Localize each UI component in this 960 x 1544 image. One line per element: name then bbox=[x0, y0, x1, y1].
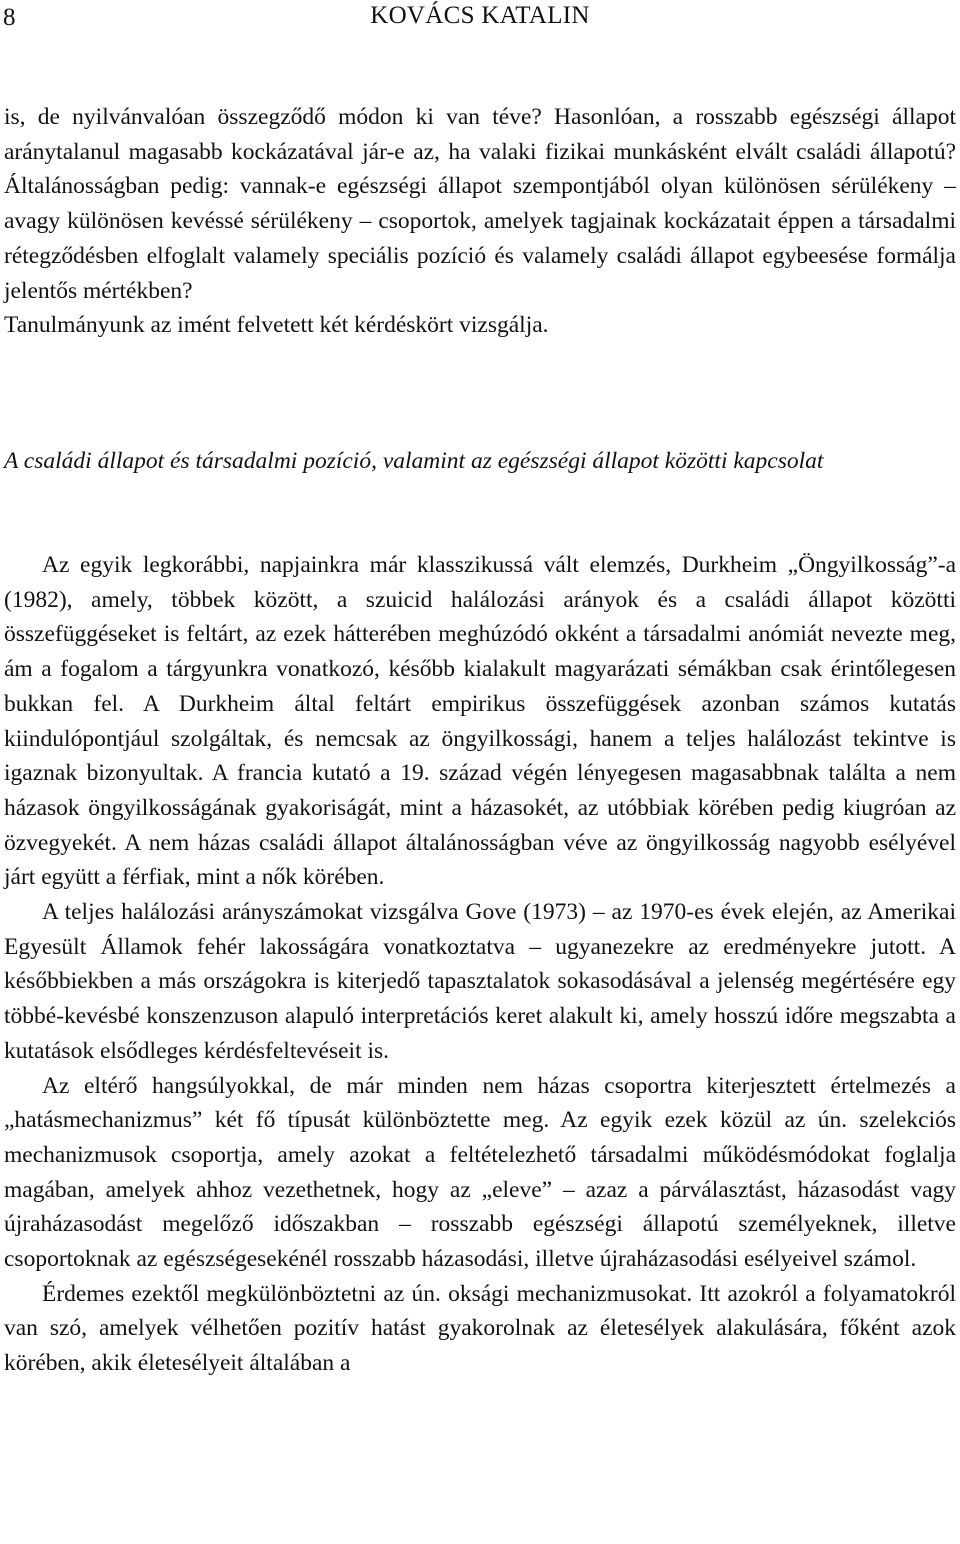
section-body bbox=[4, 548, 956, 1381]
body-paragraph: Érdemes ezektől megkülönböztetni az ún. oksági mechanizmusokat. Itt azokról a folyamatokról van szó, amelyek vélhetően pozitív hatást gyakorolnak az életesélyek alakulására, főként azok körében, akik életesélyeit általában a bbox=[4, 1280, 956, 1377]
body-paragraph: Az egyik legkorábbi, napjainkra már klasszikussá vált elemzés, Durkheim „Öngyilkosság”-a (1982), amely, többek között, a szuicid halálozási arányok és a családi állapot közötti összefüggéseket is feltárt, az ezek hátterében meghúzódó okként a társadalmi anómiát nevezte meg, ám a fogalom a tárgyunkra vonatkozó, később kialakult magyarázati sémákban csak érintőlegesen bukkan fel. A Durkheim által feltárt empirikus összefüggések azonban számos kutatás kiindulópontjául szolgáltak, és nemcsak az öngyilkossági, hanem a teljes halálozást tekintve is igaznak bizonyultak. A francia kutató a 19. század végén lényegesen magasabbnak találta a nem házasok öngyilkosságának gyakoriságát, mint a házasokét, az utóbbiak körében pedig kiugróan az özvegyekét. A nem házas családi állapot általánosságban véve az öngyilkosság nagyobb esélyével járt együtt a férfiak, mint a nők körében. bbox=[4, 552, 956, 891]
intro-text bbox=[4, 100, 956, 343]
body-paragraph: A teljes halálozási arányszámokat vizsgálva Gove (1973) – az 1970-es évek elején, az Amerikai Egyesült Államok fehér lakosságára vonatkoztatva – ugyanezekre az eredményekre jutott. A későbbiekben a más országokra is kiterjedő tapasztalatok sokasodásával a jelenség megértésére egy többé-kevésbé konszenzuson alapuló interpretációs keret alakult ki, amely hosszú időre megszabta a kutatások elsődleges kérdésfeltevéseit is. bbox=[4, 899, 956, 1064]
section-heading: A családi állapot és társadalmi pozíció, valamint az egészségi állapot közötti kapcsolat bbox=[4, 448, 824, 474]
page-number: 8 bbox=[3, 4, 16, 31]
body-paragraph: Az eltérő hangsúlyokkal, de már minden nem házas csoportra kiterjesztett értelmezés a „hatásmechanizmus” két fő típusát különböztette meg. Az egyik ezek közül az ún. szelekciós mechanizmusok csoportja, amely azokat a feltételezhető társadalmi működésmódokat foglalja magában, amelyek ahhoz vezethetnek, hogy az „eleve” – azaz a párválasztást, házasodást vagy újraházasodást megelőző időszakban – rosszabb egészségi állapotú személyeknek, illetve csoportoknak az egészségesekénél rosszabb házasodási, illetve újraházasodási esélyeivel számol. bbox=[4, 1072, 956, 1273]
running-title: KOVÁCS KATALIN bbox=[370, 2, 590, 29]
running-header bbox=[0, 0, 960, 40]
intro-closing-line: Tanulmányunk az imént felvetett két kérdéskört vizsgálja. bbox=[4, 312, 549, 339]
intro-paragraph: is, de nyilvánvalóan összegződő módon ki van téve? Hasonlóan, a rosszabb egészségi állapot aránytalanul magasabb kockázatával jár-e az, ha valaki fizikai munkásként elvált családi állapotú? Általánosságban pedig: vannak-e egészségi állapot szempontjából olyan különösen sérülékeny – avagy különösen kevéssé sérülékeny – csoportok, amelyek tagjainak kockázatait éppen a társadalmi rétegződésben elfoglalt valamely speciális pozíció és valamely családi állapot egybeesése formálja jelentős mértékben? bbox=[4, 104, 956, 304]
